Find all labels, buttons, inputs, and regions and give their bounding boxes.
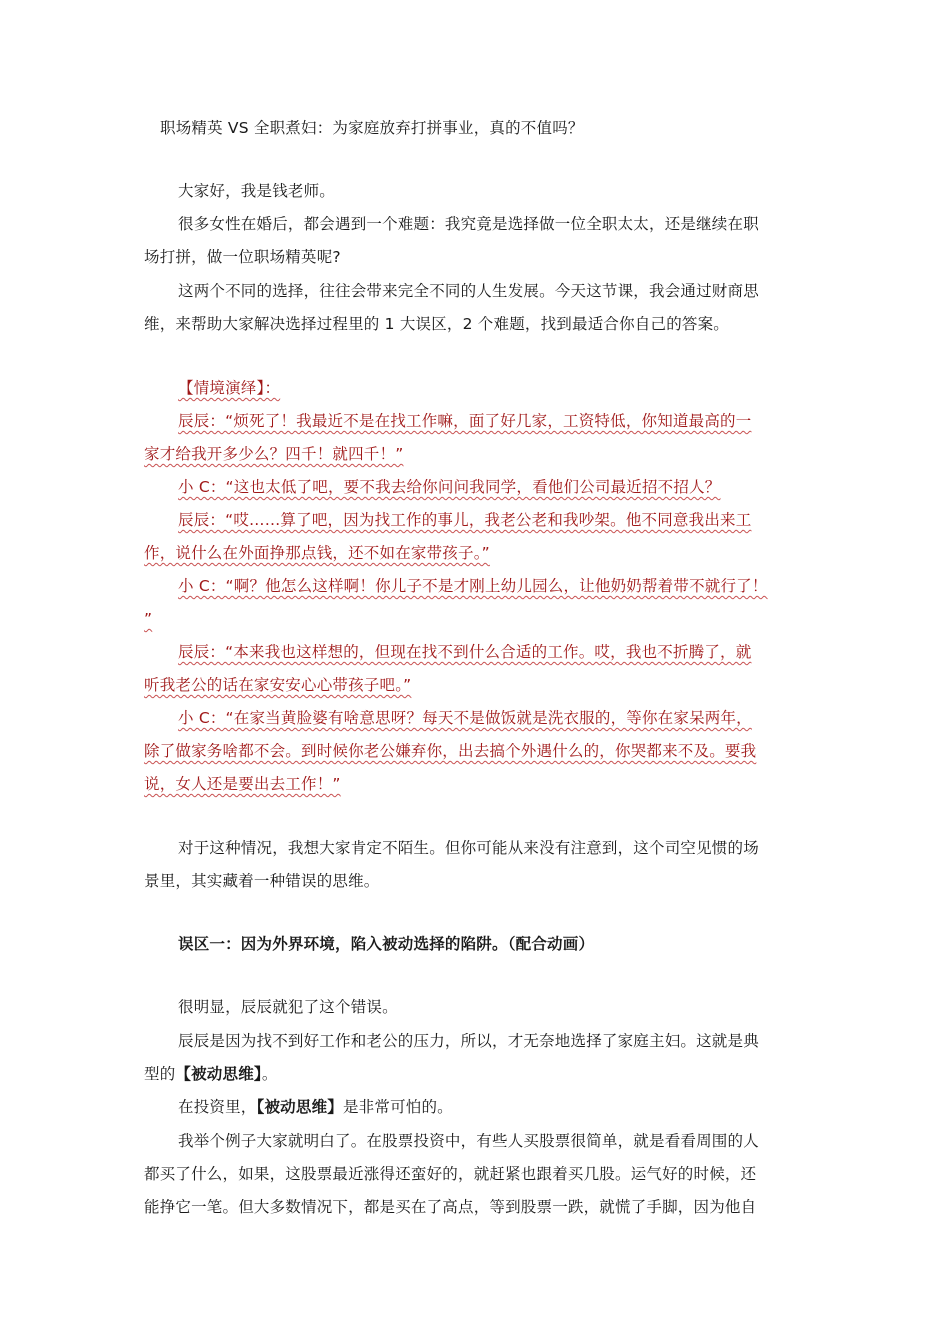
greeting-paragraph: 大家好，我是钱老师。 [178,182,336,200]
dialogue-line: 说，女人还是要出去工作！” [144,775,341,793]
dialogue-line: ” [144,610,153,628]
intro-paragraph-1-line-2: 场打拼，做一位职场精英呢? [144,248,341,266]
text-span: 在投资里， [178,1098,257,1116]
intro-paragraph-1-line-1: 很多女性在婚后，都会遇到一个难题：我究竟是选择做一位全职太太，还是继续在职 [178,215,759,233]
mistake-heading: 误区一：因为外界环境，陷入被动选择的陷阱。（配合动画） [178,935,595,953]
dialogue-line: 家才给我开多少么？四千！就四千！” [144,445,404,463]
intro-paragraph-2-line-2: 维，来帮助大家解决选择过程里的 1 大误区，2 个难题，找到最适合你自己的答案。 [144,315,730,333]
comment-line-1: 对于这种情况，我想大家肯定不陌生。但你可能从来没有注意到，这个司空见惯的场 [178,839,759,857]
scene-heading: 【情境演绎】： [178,379,281,397]
intro-paragraph-2-line-1: 这两个不同的选择，往往会带来完全不同的人生发展。今天这节课，我会通过财商思 [178,282,759,300]
mistake-paragraph-2-line-2 [144,1063,278,1085]
dialogue-line: 辰辰：“哎……算了吧，因为找工作的事儿，我老公老和我吵架。他不同意我出来工 [178,511,752,529]
text-span: 型的 [144,1065,176,1083]
emphasis-passive-thinking: 【被动思维】 [175,1065,262,1083]
mistake-paragraph-4-line-2: 都买了什么，如果，这股票最近涨得还蛮好的，就赶紧也跟着买几股。运气好的时候，还 [144,1165,757,1183]
text-span: 是非常可怕的。 [342,1098,453,1116]
emphasis-passive-thinking: 【被动思维】 [256,1098,343,1116]
document-title: 职场精英 VS 全职煮妇：为家庭放弃打拼事业，真的不值吗？ [160,119,584,137]
mistake-paragraph-4-line-3: 能挣它一笔。但大多数情况下，都是买在了高点，等到股票一跌，就慌了手脚，因为他自 [144,1198,757,1216]
mistake-paragraph-3 [178,1096,453,1118]
dialogue-line: 小 C：“在家当黄脸婆有啥意思呀？每天不是做饭就是洗衣服的，等你在家呆两年， [178,709,752,727]
mistake-paragraph-1: 很明显，辰辰就犯了这个错误。 [178,998,398,1016]
dialogue-line: 小 C：“啊？他怎么这样啊！你儿子不是才刚上幼儿园么，让他奶奶帮着带不就行了！ [178,577,768,595]
dialogue-line: 作，说什么在外面挣那点钱，还不如在家带孩子。” [144,544,490,562]
mistake-paragraph-2-line-1: 辰辰是因为找不到好工作和老公的压力，所以，才无奈地选择了家庭主妇。这就是典 [178,1032,759,1050]
mistake-paragraph-4-line-1: 我举个例子大家就明白了。在股票投资中，有些人买股票很简单，就是看看周围的人 [178,1132,759,1150]
text-span: 。 [261,1065,278,1083]
dialogue-line: 辰辰：“本来我也这样想的，但现在找不到什么合适的工作。哎，我也不折腾了，就 [178,643,752,661]
dialogue-line: 辰辰：“烦死了！我最近不是在找工作嘛，面了好几家，工资特低，你知道最高的一 [178,412,752,430]
dialogue-line: 听我老公的话在家安安心心带孩子吧。” [144,676,412,694]
comment-line-2: 景里，其实藏着一种错误的思维。 [144,872,380,890]
dialogue-line: 小 C：“这也太低了吧，要不我去给你问问我同学，看他们公司最近招不招人？ [178,478,721,496]
dialogue-line: 除了做家务啥都不会。到时候你老公嫌弃你，出去搞个外遇什么的，你哭都来不及。要我 [144,742,757,760]
